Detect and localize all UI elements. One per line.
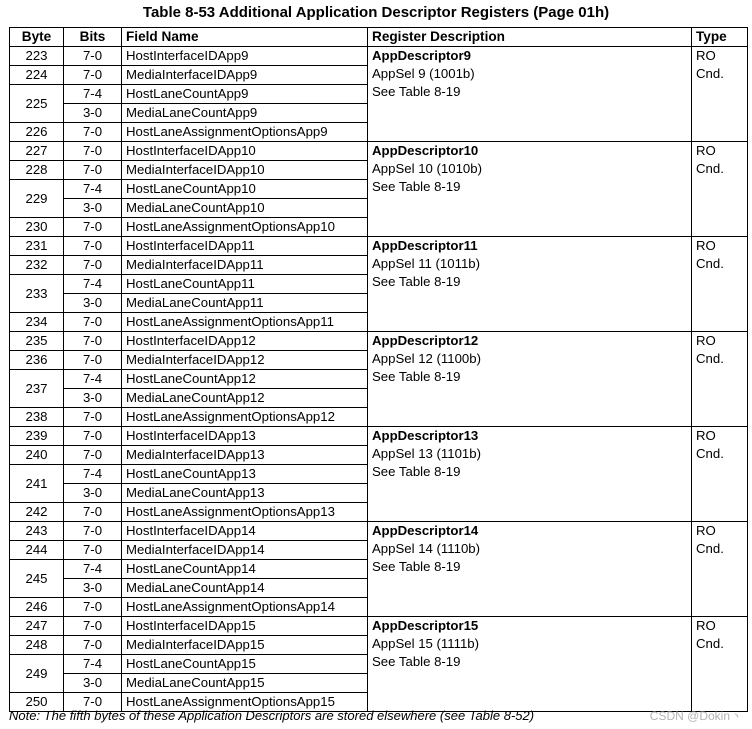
header-field-name: Field Name [122, 28, 368, 47]
bits-cell: 7-4 [64, 655, 122, 674]
field-name-cell: HostLaneCountApp11 [122, 275, 368, 294]
field-name-cell: MediaLaneCountApp12 [122, 389, 368, 408]
byte-cell: 225 [10, 85, 64, 123]
field-name-cell: HostLaneCountApp9 [122, 85, 368, 104]
bits-cell: 3-0 [64, 389, 122, 408]
descriptor-title: AppDescriptor9 [372, 48, 471, 63]
bits-cell: 3-0 [64, 294, 122, 313]
field-name-cell: MediaLaneCountApp15 [122, 674, 368, 693]
byte-cell: 243 [10, 522, 64, 541]
byte-cell: 232 [10, 256, 64, 275]
bits-cell: 3-0 [64, 199, 122, 218]
descriptor-title: AppDescriptor14 [372, 523, 479, 538]
type-condition: Cnd. [696, 541, 724, 556]
field-name-cell: MediaLaneCountApp14 [122, 579, 368, 598]
bits-cell: 7-4 [64, 465, 122, 484]
type-access: RO [696, 428, 716, 443]
type-condition: Cnd. [696, 351, 724, 366]
table-title: Table 8-53 Additional Application Descriptor Registers (Page 01h) [142, 4, 610, 21]
register-description-cell [368, 47, 692, 142]
header-type: Type [692, 28, 748, 47]
field-name-cell: HostLaneAssignmentOptionsApp15 [122, 693, 368, 712]
bits-cell: 7-0 [64, 503, 122, 522]
type-condition: Cnd. [696, 446, 724, 461]
field-name-cell: MediaInterfaceIDApp14 [122, 541, 368, 560]
byte-cell: 230 [10, 218, 64, 237]
bits-cell: 7-0 [64, 617, 122, 636]
field-name-cell: HostLaneAssignmentOptionsApp14 [122, 598, 368, 617]
register-description-cell [368, 522, 692, 617]
bits-cell: 7-0 [64, 408, 122, 427]
type-access: RO [696, 523, 716, 538]
see-table-text: See Table 8-19 [372, 274, 461, 289]
table-row [10, 237, 748, 256]
bits-cell: 7-0 [64, 332, 122, 351]
table-row [10, 427, 748, 446]
register-description-cell [368, 142, 692, 237]
field-name-cell: HostInterfaceIDApp14 [122, 522, 368, 541]
descriptor-title: AppDescriptor11 [372, 238, 478, 253]
bits-cell: 3-0 [64, 579, 122, 598]
bits-cell: 7-0 [64, 47, 122, 66]
field-name-cell: HostLaneAssignmentOptionsApp10 [122, 218, 368, 237]
byte-cell: 233 [10, 275, 64, 313]
byte-cell: 231 [10, 237, 64, 256]
bits-cell: 7-0 [64, 313, 122, 332]
field-name-cell: HostInterfaceIDApp13 [122, 427, 368, 446]
field-name-cell: HostLaneAssignmentOptionsApp13 [122, 503, 368, 522]
byte-cell: 237 [10, 370, 64, 408]
type-cell [692, 332, 748, 427]
header-register-description: Register Description [368, 28, 692, 47]
appsel-text: AppSel 10 (1010b) [372, 161, 482, 176]
table-row [10, 332, 748, 351]
header-row [10, 28, 748, 47]
field-name-cell: HostInterfaceIDApp9 [122, 47, 368, 66]
bits-cell: 7-0 [64, 541, 122, 560]
see-table-text: See Table 8-19 [372, 559, 461, 574]
bits-cell: 7-0 [64, 161, 122, 180]
byte-cell: 242 [10, 503, 64, 522]
field-name-cell: HostLaneCountApp10 [122, 180, 368, 199]
type-access: RO [696, 238, 716, 253]
byte-cell: 224 [10, 66, 64, 85]
field-name-cell: MediaInterfaceIDApp11 [122, 256, 368, 275]
appsel-text: AppSel 12 (1100b) [372, 351, 481, 366]
descriptor-title: AppDescriptor15 [372, 618, 479, 633]
register-description-cell [368, 332, 692, 427]
type-cell [692, 237, 748, 332]
field-name-cell: HostLaneAssignmentOptionsApp9 [122, 123, 368, 142]
byte-cell: 244 [10, 541, 64, 560]
bits-cell: 7-4 [64, 180, 122, 199]
bits-cell: 7-0 [64, 636, 122, 655]
bits-cell: 7-0 [64, 142, 122, 161]
descriptor-title: AppDescriptor12 [372, 333, 479, 348]
watermark: CSDN @Dokin丶 [649, 709, 742, 723]
byte-cell: 245 [10, 560, 64, 598]
byte-cell: 223 [10, 47, 64, 66]
byte-cell: 229 [10, 180, 64, 218]
bits-cell: 7-4 [64, 275, 122, 294]
see-table-text: See Table 8-19 [372, 369, 461, 384]
type-access: RO [696, 48, 716, 63]
field-name-cell: MediaLaneCountApp9 [122, 104, 368, 123]
descriptor-title: AppDescriptor10 [372, 143, 479, 158]
field-name-cell: HostLaneCountApp12 [122, 370, 368, 389]
register-table-body [10, 47, 748, 712]
bits-cell: 7-0 [64, 693, 122, 712]
field-name-cell: HostInterfaceIDApp11 [122, 237, 368, 256]
field-name-cell: HostLaneCountApp13 [122, 465, 368, 484]
byte-cell: 241 [10, 465, 64, 503]
type-cell [692, 427, 748, 522]
see-table-text: See Table 8-19 [372, 84, 461, 99]
bits-cell: 7-0 [64, 237, 122, 256]
byte-cell: 250 [10, 693, 64, 712]
appsel-text: AppSel 9 (1001b) [372, 66, 475, 81]
register-description-cell [368, 617, 692, 712]
appsel-text: AppSel 15 (1111b) [372, 636, 480, 651]
byte-cell: 249 [10, 655, 64, 693]
field-name-cell: HostInterfaceIDApp15 [122, 617, 368, 636]
bits-cell: 7-0 [64, 446, 122, 465]
field-name-cell: HostLaneAssignmentOptionsApp12 [122, 408, 368, 427]
bits-cell: 7-4 [64, 370, 122, 389]
bits-cell: 3-0 [64, 484, 122, 503]
bits-cell: 7-0 [64, 351, 122, 370]
bits-cell: 7-0 [64, 598, 122, 617]
field-name-cell: MediaInterfaceIDApp9 [122, 66, 368, 85]
byte-cell: 226 [10, 123, 64, 142]
see-table-text: See Table 8-19 [372, 464, 461, 479]
byte-cell: 228 [10, 161, 64, 180]
byte-cell: 227 [10, 142, 64, 161]
appsel-text: AppSel 13 (1101b) [372, 446, 481, 461]
type-cell [692, 142, 748, 237]
appsel-text: AppSel 11 (1011b) [372, 256, 481, 271]
table-row [10, 47, 748, 66]
bits-cell: 3-0 [64, 674, 122, 693]
type-cell [692, 47, 748, 142]
table-note: Note: The fifth bytes of these Application Descriptors are stored elsewhere (see Table 8-52) [9, 708, 535, 723]
bits-cell: 7-0 [64, 427, 122, 446]
header-bits: Bits [64, 28, 122, 47]
byte-cell: 246 [10, 598, 64, 617]
see-table-text: See Table 8-19 [372, 654, 461, 669]
table-row [10, 522, 748, 541]
register-table [9, 27, 748, 712]
type-cell [692, 617, 748, 712]
field-name-cell: MediaInterfaceIDApp15 [122, 636, 368, 655]
see-table-text: See Table 8-19 [372, 179, 461, 194]
field-name-cell: HostLaneCountApp14 [122, 560, 368, 579]
type-cell [692, 522, 748, 617]
type-condition: Cnd. [696, 256, 724, 271]
field-name-cell: MediaInterfaceIDApp12 [122, 351, 368, 370]
header-byte: Byte [10, 28, 64, 47]
byte-cell: 234 [10, 313, 64, 332]
field-name-cell: MediaLaneCountApp11 [122, 294, 368, 313]
byte-cell: 238 [10, 408, 64, 427]
byte-cell: 247 [10, 617, 64, 636]
type-condition: Cnd. [696, 66, 724, 81]
bits-cell: 3-0 [64, 104, 122, 123]
type-condition: Cnd. [696, 161, 724, 176]
bits-cell: 7-4 [64, 85, 122, 104]
table-row [10, 142, 748, 161]
bits-cell: 7-4 [64, 560, 122, 579]
appsel-text: AppSel 14 (1110b) [372, 541, 481, 556]
field-name-cell: MediaInterfaceIDApp13 [122, 446, 368, 465]
table-row [10, 617, 748, 636]
bits-cell: 7-0 [64, 256, 122, 275]
byte-cell: 235 [10, 332, 64, 351]
descriptor-title: AppDescriptor13 [372, 428, 479, 443]
byte-cell: 239 [10, 427, 64, 446]
field-name-cell: MediaLaneCountApp10 [122, 199, 368, 218]
field-name-cell: MediaInterfaceIDApp10 [122, 161, 368, 180]
bits-cell: 7-0 [64, 522, 122, 541]
bits-cell: 7-0 [64, 123, 122, 142]
type-access: RO [696, 333, 716, 348]
field-name-cell: HostInterfaceIDApp12 [122, 332, 368, 351]
register-description-cell [368, 237, 692, 332]
bits-cell: 7-0 [64, 218, 122, 237]
type-access: RO [696, 143, 716, 158]
bits-cell: 7-0 [64, 66, 122, 85]
byte-cell: 240 [10, 446, 64, 465]
type-condition: Cnd. [696, 636, 724, 651]
byte-cell: 236 [10, 351, 64, 370]
field-name-cell: MediaLaneCountApp13 [122, 484, 368, 503]
register-description-cell [368, 427, 692, 522]
type-access: RO [696, 618, 716, 633]
field-name-cell: HostInterfaceIDApp10 [122, 142, 368, 161]
field-name-cell: HostLaneCountApp15 [122, 655, 368, 674]
field-name-cell: HostLaneAssignmentOptionsApp11 [122, 313, 368, 332]
byte-cell: 248 [10, 636, 64, 655]
